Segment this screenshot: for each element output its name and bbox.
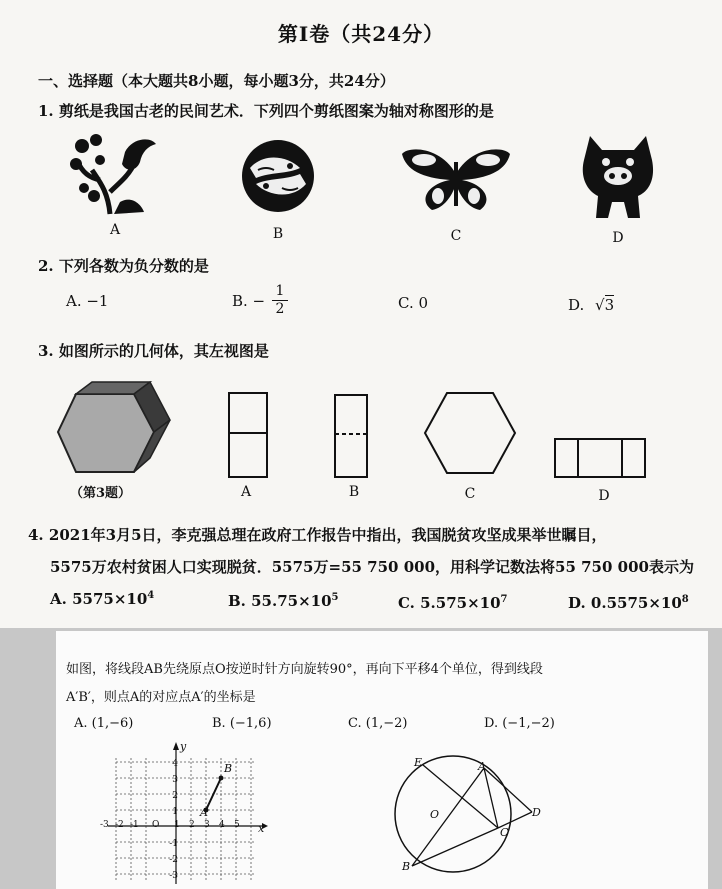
q4-option-a — [50, 590, 154, 608]
q4-option-c-exp: 7 — [500, 594, 508, 605]
grid-x-ticks — [100, 820, 270, 830]
q3-label-a: A — [240, 484, 252, 500]
q4-stem-line2: 5575万农村贫困人口实现脱贫．5575万=55 750 000，用科学记数法将55 750 000表示为 — [50, 558, 694, 576]
q2-option-b-prefix: B. − — [232, 292, 266, 310]
q2-option-b — [232, 292, 265, 310]
x-tick: -3 — [100, 820, 109, 830]
y-tick: -2 — [169, 855, 178, 865]
point-b-label: B — [224, 762, 233, 775]
q3-caption: （第3题） — [70, 486, 132, 501]
q5-option-a: A. (1,−6) — [74, 716, 134, 731]
q4-option-b-exp: 5 — [331, 592, 339, 603]
grid-y-ticks — [166, 756, 178, 884]
x-tick: 5 — [234, 820, 240, 830]
circle-figure — [388, 752, 548, 876]
q5-stem-line2: A′B′，则点A的对应点A′的坐标是 — [66, 690, 256, 705]
q4-option-b-base: B. 55.75×10 — [228, 592, 332, 610]
q4-option-a-base: A. 5575×10 — [50, 590, 148, 608]
q4-option-a-exp: 4 — [147, 590, 155, 601]
point-c-label: C — [500, 826, 509, 839]
y-tick: 2 — [172, 791, 178, 801]
papercut-pig-icon — [578, 130, 658, 224]
q2-option-a: A. −1 — [66, 292, 109, 310]
x-axis-label: x — [258, 822, 265, 835]
x-tick: 2 — [189, 820, 195, 830]
q3-label-b: B — [348, 484, 360, 500]
q4-option-b — [228, 592, 339, 610]
q3-stem: 3. 如图所示的几何体，其左视图是 — [38, 342, 269, 360]
q3-label-d: D — [598, 488, 610, 504]
fraction-numerator: 1 — [272, 283, 288, 301]
q5-option-c: C. (1,−2) — [348, 716, 408, 731]
page-title: 第Ⅰ卷（共24分） — [277, 22, 445, 46]
x-tick: 3 — [204, 820, 210, 830]
x-tick: 4 — [219, 820, 225, 830]
point-e-label: E — [414, 756, 423, 769]
y-axis-label: y — [180, 740, 187, 753]
q4-option-c — [398, 594, 508, 612]
point-a-circle-label: A — [478, 760, 486, 773]
y-tick: 3 — [172, 775, 178, 785]
y-tick: 4 — [172, 759, 178, 769]
q4-option-d-exp: 8 — [681, 594, 689, 605]
x-tick: -1 — [130, 820, 139, 830]
q2-stem: 2. 下列各数为负分数的是 — [38, 257, 209, 275]
q5-option-b: B. (−1,6) — [212, 716, 272, 731]
papercut-plum-bird-icon — [70, 132, 160, 217]
origin-label: O — [152, 820, 160, 830]
q1-stem: 1. 剪纸是我国古老的民间艺术．下列四个剪纸图案为轴对称图形的是 — [38, 102, 494, 120]
q1-label-d: D — [612, 230, 624, 246]
sqrt-sign-icon: √ — [595, 296, 605, 314]
q1-label-c: C — [450, 228, 462, 244]
fraction-denominator: 2 — [275, 301, 285, 317]
q4-option-d-base: D. 0.5575×10 — [568, 594, 682, 612]
q5-stem-line1: 如图，将线段AB先绕原点O按逆时针方向旋转90°，再向下平移4个单位，得到线段 — [66, 662, 543, 677]
q2-option-c: C. 0 — [398, 294, 429, 312]
papercut-butterfly-icon — [400, 144, 512, 214]
q1-label-b: B — [272, 226, 284, 242]
point-a-label: A — [200, 806, 208, 819]
coordinate-grid-figure — [104, 742, 268, 886]
q3-view-b — [334, 394, 368, 478]
q1-label-a: A — [109, 222, 121, 238]
q4-option-c-base: C. 5.575×10 — [398, 594, 501, 612]
y-tick: 1 — [172, 807, 178, 817]
x-tick: 1 — [174, 820, 180, 830]
papercut-twin-fish-icon — [240, 138, 316, 214]
q3-view-d — [554, 438, 646, 478]
x-tick: -2 — [115, 820, 124, 830]
q2-option-d-prefix: D. — [568, 296, 585, 314]
q3-view-c — [424, 392, 516, 474]
q3-view-a — [228, 392, 268, 478]
point-d-label: D — [532, 806, 541, 819]
q3-label-c: C — [464, 486, 476, 502]
q4-stem-line1: 4. 2021年3月5日，李克强总理在政府工作报告中指出，我国脱贫攻坚成果举世瞩目， — [28, 526, 607, 544]
section-heading: 一、选择题（本大题共8小题，每小题3分，共24分） — [38, 72, 395, 90]
y-tick: -1 — [169, 839, 178, 849]
q2-fraction — [272, 283, 288, 318]
hexagonal-prism-figure — [56, 380, 172, 476]
y-tick: -3 — [169, 871, 178, 881]
q5-option-d: D. (−1,−2) — [484, 716, 555, 731]
point-b-circle-label: B — [402, 860, 411, 873]
point-o-label: O — [430, 808, 440, 821]
q4-option-d — [568, 594, 689, 612]
sqrt-radicand: 3 — [604, 296, 615, 314]
q2-option-d — [568, 296, 614, 314]
